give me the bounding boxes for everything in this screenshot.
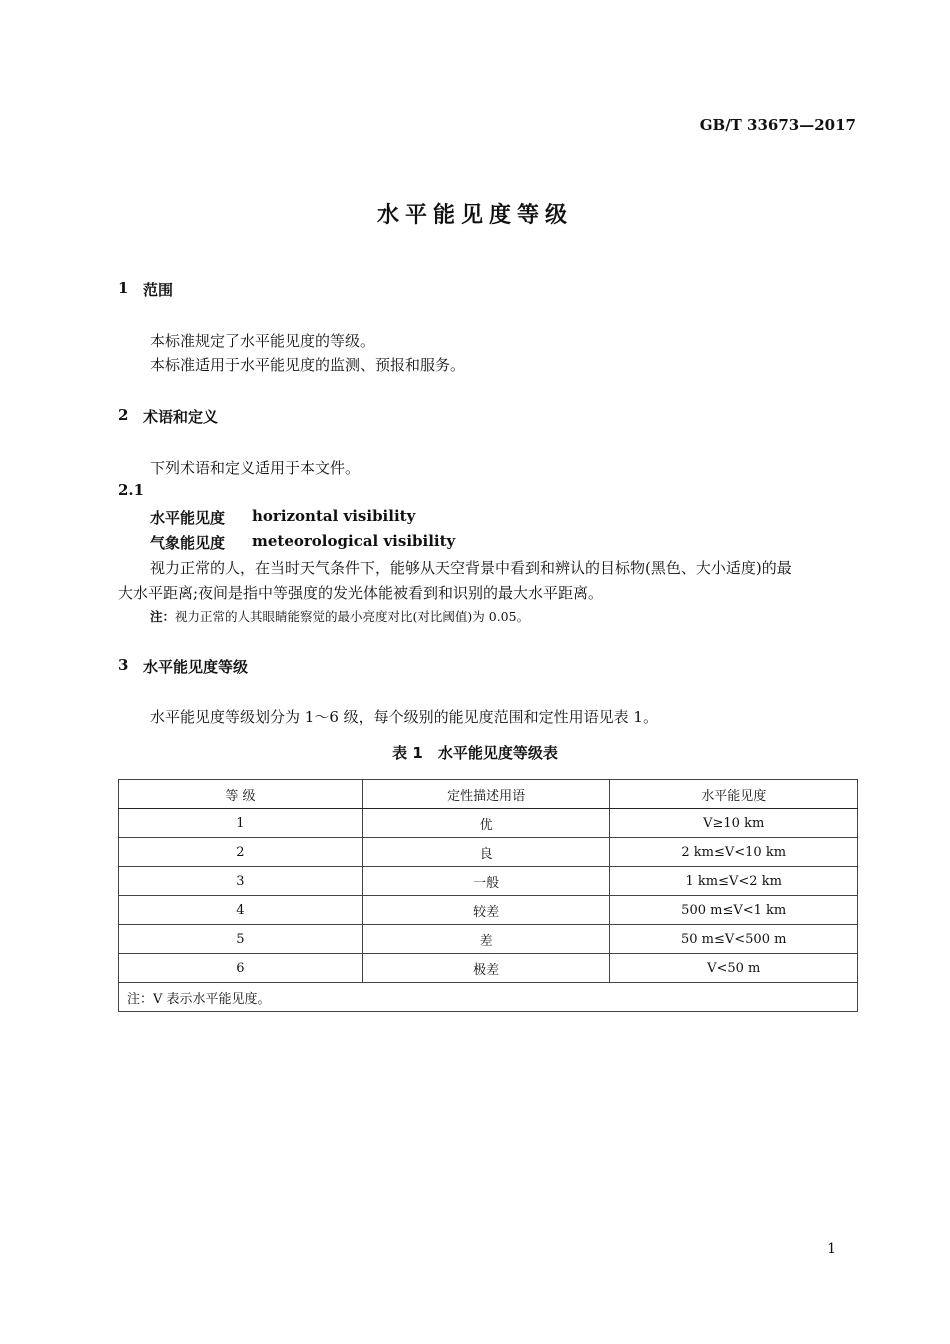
visibility-cell: V≥10 km <box>610 809 858 838</box>
section-2-title: 术语和定义 <box>143 408 219 426</box>
table-note-row <box>119 983 858 1012</box>
visibility-cell: V<50 m <box>610 954 858 983</box>
page-number: 1 <box>827 1241 836 1257</box>
section-2-number: 2 <box>118 406 129 424</box>
definition-line-1: 视力正常的人，在当时天气条件下，能够从天空背景中看到和辨认的目标物(黑色、大小适度)的最 <box>150 559 792 577</box>
visibility-cell: 2 km≤V<10 km <box>610 838 858 867</box>
visibility-cell: 1 km≤V<2 km <box>610 867 858 896</box>
description-cell: 一般 <box>362 867 610 896</box>
term-2-chinese: 气象能见度 <box>150 534 226 552</box>
description-cell: 良 <box>362 838 610 867</box>
section-1-number: 1 <box>118 279 129 297</box>
table-row <box>119 925 858 954</box>
header-visibility: 水平能见度 <box>610 780 858 809</box>
grade-cell: 6 <box>119 954 363 983</box>
section-3-number: 3 <box>118 656 129 674</box>
standard-code: GB/T 33673—2017 <box>699 116 856 134</box>
table-caption: 表 1 水平能见度等级表 <box>392 744 558 762</box>
grade-cell: 4 <box>119 896 363 925</box>
note-label: 注： <box>150 609 176 624</box>
table-note: 注：V 表示水平能见度。 <box>119 983 858 1012</box>
section-3-paragraph: 水平能见度等级划分为 1～6 级，每个级别的能见度范围和定性用语见表 1。 <box>150 708 658 726</box>
section-1-title: 范围 <box>143 281 174 299</box>
term-1-chinese: 水平能见度 <box>150 509 226 527</box>
visibility-cell: 50 m≤V<500 m <box>610 925 858 954</box>
table-row <box>119 954 858 983</box>
term-2-english: meteorological visibility <box>252 532 456 550</box>
header-grade: 等 级 <box>119 780 363 809</box>
description-cell: 优 <box>362 809 610 838</box>
table-row <box>119 867 858 896</box>
table-row <box>119 838 858 867</box>
note-text: 视力正常的人其眼睛能察觉的最小亮度对比(对比阈值)为 0.05。 <box>175 609 530 624</box>
table-row <box>119 809 858 838</box>
grade-cell: 5 <box>119 925 363 954</box>
description-cell: 差 <box>362 925 610 954</box>
grade-cell: 2 <box>119 838 363 867</box>
section-1-paragraph-1: 本标准规定了水平能见度的等级。 <box>150 332 376 350</box>
header-description: 定性描述用语 <box>362 780 610 809</box>
description-cell: 较差 <box>362 896 610 925</box>
visibility-cell: 500 m≤V<1 km <box>610 896 858 925</box>
definition-note <box>150 607 529 625</box>
section-1-paragraph-2: 本标准适用于水平能见度的监测、预报和服务。 <box>150 356 466 374</box>
description-cell: 极差 <box>362 954 610 983</box>
grade-cell: 1 <box>119 809 363 838</box>
clause-number: 2.1 <box>118 481 145 499</box>
section-3-title: 水平能见度等级 <box>143 658 249 676</box>
definition-line-2: 大水平距离;夜间是指中等强度的发光体能被看到和识别的最大水平距离。 <box>118 584 604 602</box>
table-row <box>119 896 858 925</box>
visibility-grade-table <box>118 779 858 1012</box>
table-header-row <box>119 780 858 809</box>
term-1-english: horizontal visibility <box>252 507 416 525</box>
document-title: 水平能见度等级 <box>376 203 573 228</box>
grade-cell: 3 <box>119 867 363 896</box>
section-2-intro: 下列术语和定义适用于本文件。 <box>150 459 361 477</box>
